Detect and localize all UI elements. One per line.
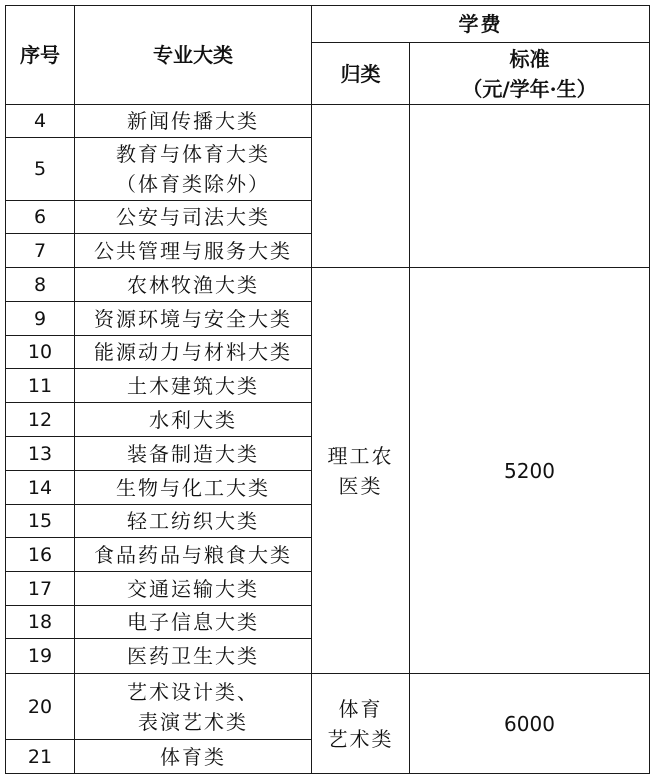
row-seq: 20 [6, 674, 75, 740]
row-seq: 16 [6, 538, 75, 572]
row-major: 农林牧渔大类 [75, 268, 312, 302]
row-seq: 17 [6, 572, 75, 606]
row-major: 装备制造大类 [75, 437, 312, 471]
header-standard-line1: 标准 [509, 46, 550, 71]
category-line1: 体育 [338, 696, 383, 721]
header-standard [410, 43, 650, 105]
row-seq: 5 [6, 138, 75, 201]
header-seq: 序号 [6, 6, 75, 105]
row-major: 交通运输大类 [75, 572, 312, 606]
row-major: 能源动力与材料大类 [75, 336, 312, 369]
table-row [6, 268, 650, 302]
row-major-line2: 表演艺术类 [138, 709, 248, 734]
row-major: 新闻传播大类 [75, 105, 312, 138]
standard-cell-5200: 5200 [410, 268, 650, 674]
row-seq: 18 [6, 606, 75, 639]
row-major [75, 138, 312, 201]
header-fee: 学费 [312, 6, 650, 43]
row-seq: 6 [6, 201, 75, 234]
row-seq: 4 [6, 105, 75, 138]
header-standard-line2: （元/学年·生） [462, 76, 597, 101]
category-cell-arts [312, 674, 410, 774]
row-major: 土木建筑大类 [75, 369, 312, 403]
category-line1: 理工农 [327, 443, 394, 468]
row-major: 生物与化工大类 [75, 471, 312, 505]
row-seq: 11 [6, 369, 75, 403]
row-major-line1: 艺术设计类、 [127, 679, 259, 704]
row-major: 医药卫生大类 [75, 639, 312, 674]
row-major-line1: 教育与体育大类 [116, 142, 270, 166]
row-major: 公安与司法大类 [75, 201, 312, 234]
standard-cell-6000: 6000 [410, 674, 650, 774]
row-major: 公共管理与服务大类 [75, 234, 312, 268]
row-seq: 10 [6, 336, 75, 369]
row-seq: 14 [6, 471, 75, 505]
empty-standard-cell [410, 105, 650, 268]
table-row [6, 105, 650, 138]
row-major: 轻工纺织大类 [75, 505, 312, 538]
tuition-table [5, 5, 650, 774]
row-seq: 15 [6, 505, 75, 538]
header-row-1 [6, 6, 650, 43]
row-seq: 12 [6, 403, 75, 437]
row-major: 资源环境与安全大类 [75, 302, 312, 336]
row-seq: 9 [6, 302, 75, 336]
category-line2: 艺术类 [327, 726, 394, 751]
header-major: 专业大类 [75, 6, 312, 105]
header-category: 归类 [312, 43, 410, 105]
row-major: 水利大类 [75, 403, 312, 437]
row-major: 食品药品与粮食大类 [75, 538, 312, 572]
row-seq: 13 [6, 437, 75, 471]
row-major: 电子信息大类 [75, 606, 312, 639]
row-seq: 8 [6, 268, 75, 302]
row-seq: 19 [6, 639, 75, 674]
empty-category-cell [312, 105, 410, 268]
table-row [6, 674, 650, 740]
category-cell-science [312, 268, 410, 674]
row-major [75, 674, 312, 740]
row-major-line2: （体育类除外） [116, 172, 270, 196]
row-seq: 7 [6, 234, 75, 268]
row-seq: 21 [6, 740, 75, 774]
row-major: 体育类 [75, 740, 312, 774]
category-line2: 医类 [338, 473, 383, 498]
